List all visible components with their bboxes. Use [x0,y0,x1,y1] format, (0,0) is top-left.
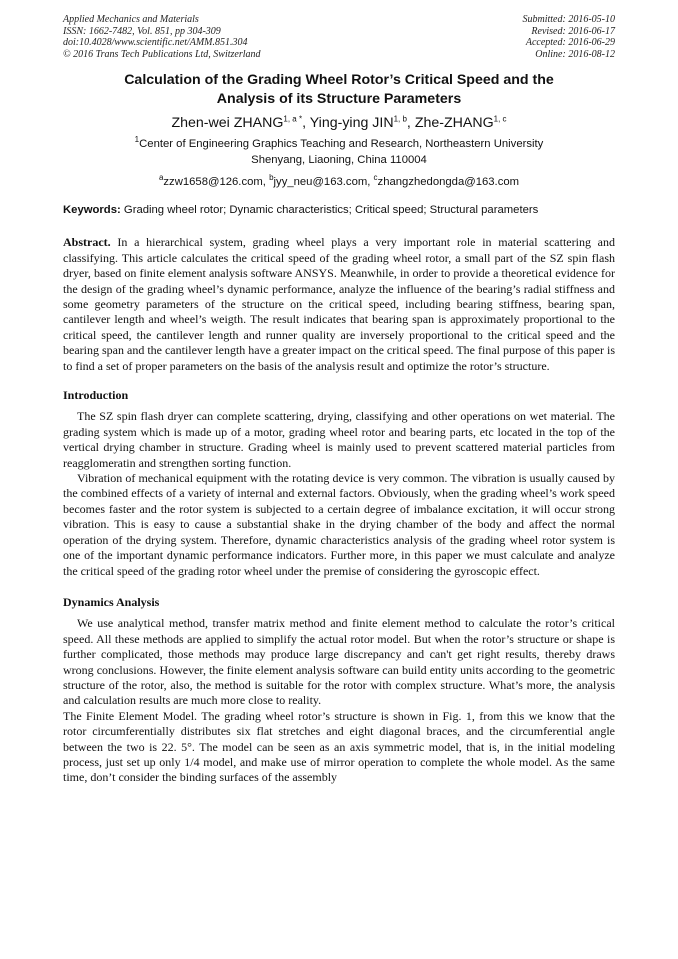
email-sup: a [158,173,164,183]
abstract-text: In a hierarchical system, grading wheel plays a very important role in material scattering and classifying. This article calculates the critical speed of the grading wheel rotor, a small part of the SZ spin flash dryer, based on finite element analysis software ANSYS. Meanwhile, in order to provide a theoretical evidence for the design of the grading wheel’s dynamic performance, analyze the influence of the bearing’s radial stiffness and some geometry parameters of the structure on the critical speed, including bearing stiffness, bearing span, cantilever length and wheel’s weigth. The result indicates that bearing span is approximately proportional to the critical speed, the cantilever length and runner quality are inversely proportional to the critical speed and the bearing span and the cantilever length have a greater impact on the critical speed. The final purpose of this paper is to find a set of proper parameters on the basis of the analysis result and optimize the rotor’s structure. [63,235,615,373]
date-submitted: Submitted: 2016-05-10 [522,14,615,25]
keywords [63,203,615,218]
section-heading-introduction: Introduction [63,388,129,403]
date-accepted: Accepted: 2016-06-29 [525,37,615,49]
author-name: Zhen-wei ZHANG [171,115,284,132]
author-name: Zhe-ZHANG [414,115,494,132]
author-sep: , [302,115,310,132]
journal-issn: ISSN: 1662-7482, Vol. 851, pp 304-309 [63,25,221,37]
keywords-label: Keywords: [63,204,121,217]
email-address: zhangzhedongda@163.com [377,176,520,189]
author-sup: 1, a * [283,114,303,124]
date-revised: Revised: 2016-06-17 [531,25,615,37]
title-line-2: Analysis of its Structure Parameters [216,91,462,108]
keywords-text: Grading wheel rotor; Dynamic characteristics; Critical speed; Structural parameters [120,204,539,217]
journal-doi: doi:10.4028/www.scientific.net/AMM.851.304 [63,37,248,49]
journal-copyright: © 2016 Trans Tech Publications Ltd, Switzerland [63,48,261,60]
title-line-1: Calculation of the Grading Wheel Rotor’s Critical Speed and the [124,72,554,89]
email-address: zzw1658@126.com, [163,176,270,189]
paper-title [63,71,615,109]
abstract-label: Abstract. [63,235,111,250]
publication-dates [523,14,616,60]
affiliation-text-1: Center of Engineering Graphics Teaching and Research, Northeastern University [139,138,544,151]
affiliation-line-2: Shenyang, Liaoning, China 110004 [251,154,427,167]
author-sup: 1, b [393,114,407,124]
abstract [63,235,615,374]
journal-info [63,14,261,60]
email-address: jyy_neu@163.com, [273,176,374,189]
date-online: Online: 2016-08-12 [535,48,615,60]
affiliation [63,136,615,168]
email-list [63,174,615,190]
email-sup: b [269,173,274,183]
email-sup: c [373,173,378,183]
author-sup: 1, c [493,114,507,124]
affiliation-sup: 1 [134,135,140,145]
journal-name: Applied Mechanics and Materials [63,14,199,25]
intro-paragraph-1: The SZ spin flash dryer can complete scattering, drying, classifying and other operations on wet material. The grading system which is made up of a motor, grading wheel rotor and bearing parts, etc located in the top of the vertical drying chamber in structure. Grading wheel is mainly used to prevent scattered material particles from reagglomeratin and strengthen sorting function. [63,409,615,470]
author-sep: , [406,115,415,132]
dynamics-paragraph-2: The Finite Element Model. The grading wheel rotor’s structure is shown in Fig. 1, from this we know that the rotor circumferentially distributes six flat stretches and eight diagonal braces, and the circumferential angle between the two is 22. 5°. The model can be seen as an axis symmetric model, that is, in the initial modeling process, just set up only 1/4 model, and make use of mirror operation to complete the whole model. As the same time, don’t consider the binding surfaces of the assembly [63,708,615,785]
paper-page [63,14,615,786]
author-list [63,114,615,132]
author-name: Ying-ying JIN [309,115,394,132]
dynamics-paragraph-1: We use analytical method, transfer matrix method and finite element method to calculate the rotor’s critical speed. All these methods are applied to simplify the actual rotor model. But when the rotor’s structure or shape is further complicated, those methods may produce large discrepancy and can't get right results, thereby draws wrong conclusions. However, the finite element analysis software can build entity units according to the geometric structure of the rotor, also, the method is suitable for the rotor with complex structure. What’s more, the analysis and calculation results are much more close to reality. [63,616,615,708]
affiliation-line-1 [63,136,615,152]
intro-paragraph-2: Vibration of mechanical equipment with the rotating device is very common. The vibration is usually caused by the combined effects of a variety of internal and external factors. Obviously, when the grading wheel’s work speed becomes faster and the rotor system is subjected to a certain degree of imbalance excitation, it will occur strong vibration. This is easy to cause a substantial shake in the drying chamber of the body and affect the normal operation of the drying system. Therefore, dynamic characteristics analysis of the grading wheel rotor system is one of the important dynamic performance indicators. Further more, in this paper we must calculate and analyze the critical speed of the grading rotor wheel under the premise of considering the gyroscopic effect. [63,471,615,578]
section-heading-dynamics-analysis: Dynamics Analysis [63,594,160,609]
journal-header [63,14,615,60]
